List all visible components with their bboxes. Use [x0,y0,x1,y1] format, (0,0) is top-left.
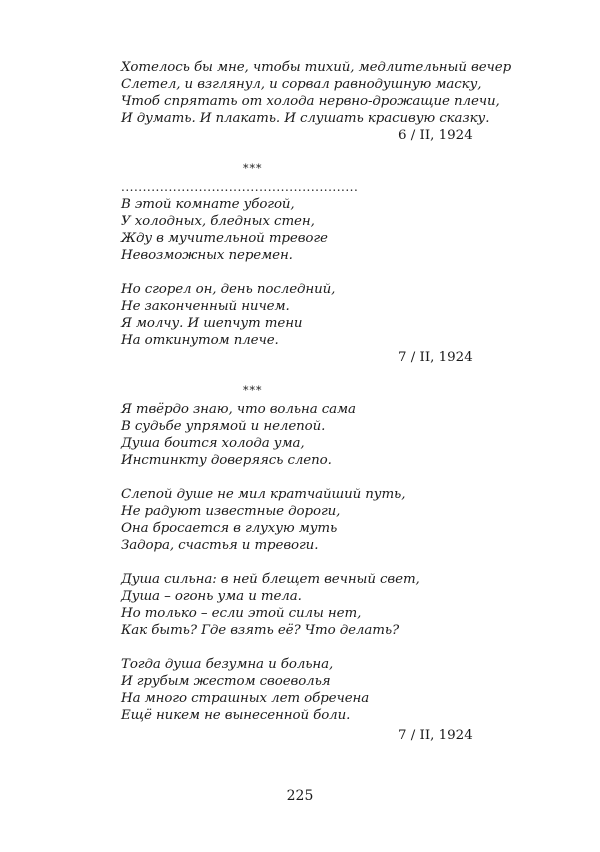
poem2-ellipsis-line: ....................................................... [121,180,359,194]
poem3-s2-line-1: Слепой душе не мил кратчайший путь, [121,487,406,502]
poem3-s3-line-1: Душа сильна: в ней блещет вечный свет, [121,572,420,587]
poem1-date: 6 / II, 1924 [398,128,473,143]
poem1-line-3: Чтоб спрятать от холода нервно-дрожащие плечи, [121,94,500,109]
poem3-s1-line-3: Душа боится холода ума, [121,436,305,451]
poem2-s2-line-2: Не законченный ничем. [121,299,290,314]
poem3-s4-line-2: И грубым жестом своеволья [121,674,331,689]
poem1-line-1: Хотелось бы мне, чтобы тихий, медлительный вечер [121,60,512,75]
poem3-s1-line-4: Инстинкту доверяясь слепо. [121,453,332,468]
poem3-separator: *** [243,384,263,397]
poem3-s4-line-3: На много страшных лет обречена [121,691,370,706]
poem3-s2-line-3: Она бросается в глухую муть [121,521,338,536]
poem2-s1-line-1: В этой комнате убогой, [121,197,295,212]
poem3-s4-line-1: Тогда душа безумна и больна, [121,657,334,672]
poem1-line-4: И думать. И плакать. И слушать красивую сказку. [121,111,490,126]
poem3-s2-line-2: Не радуют известные дороги, [121,504,341,519]
poem2-s2-line-1: Но сгорел он, день последний, [121,282,336,297]
poem2-date: 7 / II, 1924 [398,350,473,365]
poem3-s1-line-2: В судьбе упрямой и нелепой. [121,419,326,434]
poem3-s1-line-1: Я твёрдо знаю, что вольна сама [121,402,356,417]
poem3-s3-line-2: Душа – огонь ума и тела. [121,589,302,604]
poem2-s1-line-4: Невозможных перемен. [121,248,293,263]
poem3-date: 7 / II, 1924 [398,728,473,743]
poem2-s2-line-3: Я молчу. И шепчут тени [121,316,303,331]
poem2-s1-line-3: Жду в мучительной тревоге [121,231,328,246]
poem3-s3-line-4: Как быть? Где взять её? Что делать? [121,623,400,638]
poem2-s2-line-4: На откинутом плече. [121,333,279,348]
poem2-s1-line-2: У холодных, бледных стен, [121,214,315,229]
page-number: 225 [286,788,314,804]
poem3-s3-line-3: Но только – если этой силы нет, [121,606,362,621]
poem3-s4-line-4: Ещё никем не вынесенной боли. [121,708,351,723]
poem2-separator: *** [243,162,263,175]
poem3-s2-line-4: Задора, счастья и тревоги. [121,538,319,553]
poem1-line-2: Слетел, и взглянул, и сорвал равнодушную маску, [121,77,482,92]
